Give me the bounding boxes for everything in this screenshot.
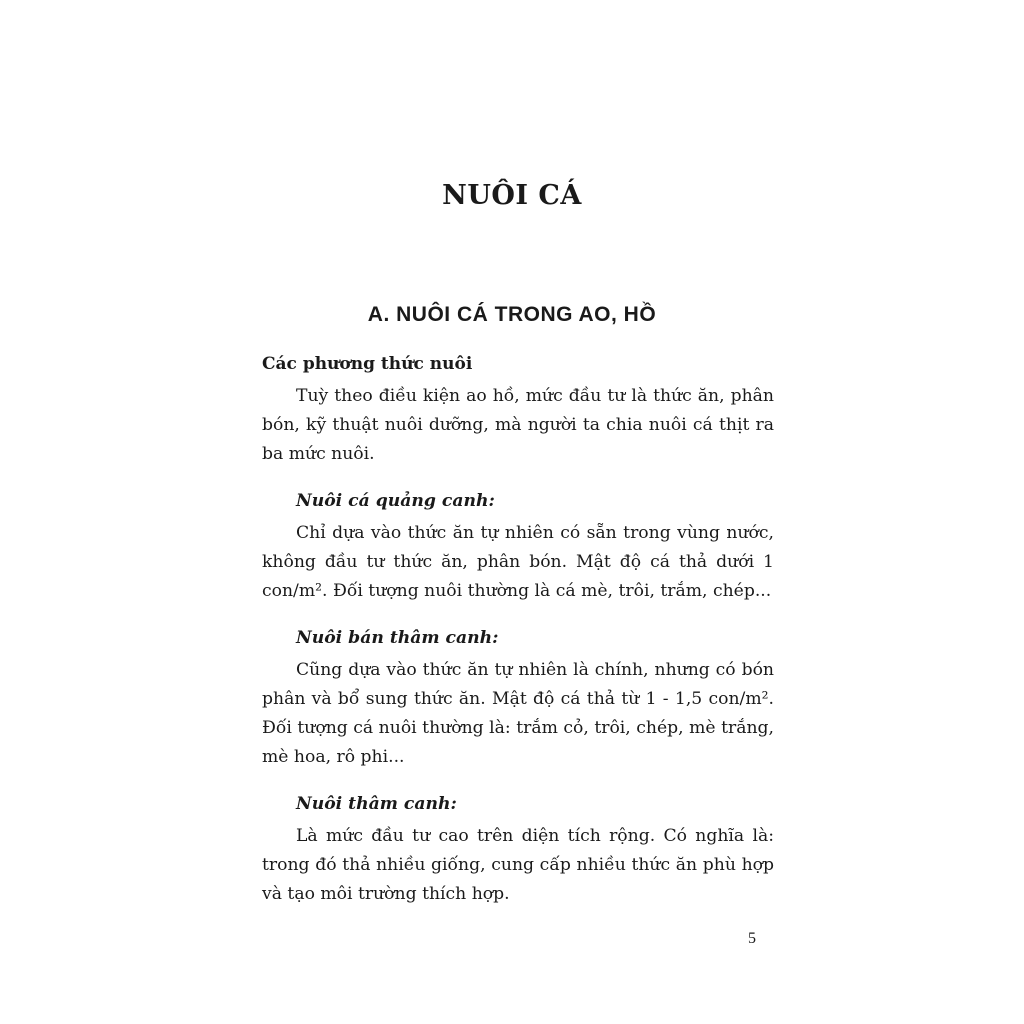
method-paragraph-intensive: Là mức đầu tư cao trên diện tích rộng. Có nghĩa là: trong đó thả nhiều giống, cung cấp nhiều thức ăn phù hợp và tạo môi trường thích hợp.: [262, 826, 774, 904]
intro-paragraph: Tuỳ theo điều kiện ao hồ, mức đầu tư là thức ăn, phân bón, kỹ thuật nuôi dưỡng, mà người ta chia nuôi cá thịt ra ba mức nuôi.: [262, 386, 774, 464]
chapter-title: NUÔI CÁ: [442, 180, 582, 211]
page-number: 5: [748, 930, 756, 947]
method-heading-intensive: Nuôi thâm canh:: [296, 794, 457, 814]
method-paragraph-semi-intensive: Cũng dựa vào thức ăn tự nhiên là chính, nhưng có bón phân và bổ sung thức ăn. Mật độ cá thả từ 1 - 1,5 con/m². Đối tượng cá nuôi thường là: trắm cỏ, trôi, chép, mè trắng, mè hoa, rô phi...: [262, 660, 774, 767]
subheading: Các phương thức nuôi: [262, 354, 473, 374]
method-paragraph-extensive: Chỉ dựa vào thức ăn tự nhiên có sẵn trong vùng nước, không đầu tư thức ăn, phân bón. Mật độ cá thả dưới 1 con/m². Đối tượng nuôi thường là cá mè, trôi, trắm, chép...: [262, 523, 774, 601]
section-title: A. NUÔI CÁ TRONG AO, HỒ: [367, 303, 657, 326]
page-body: [262, 350, 774, 909]
method-heading-semi-intensive: Nuôi bán thâm canh:: [296, 628, 499, 648]
method-heading-extensive: Nuôi cá quảng canh:: [296, 491, 495, 511]
